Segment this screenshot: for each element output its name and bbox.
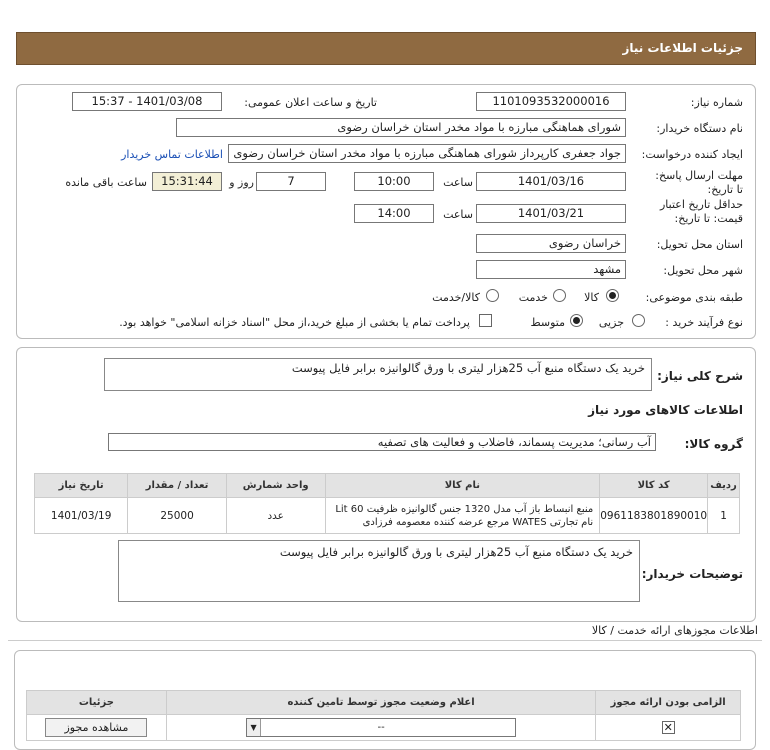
buyer-contact-link[interactable]: اطلاعات تماس خریدار (121, 148, 223, 161)
deadline-time-label: ساعت (443, 176, 473, 189)
goods-section-title: اطلاعات کالاهای مورد نیاز (588, 403, 743, 417)
category-both-radio[interactable] (486, 289, 499, 302)
page-title: جزئیات اطلاعات نیاز (622, 41, 743, 55)
payment-note: پرداخت تمام یا بخشی از مبلغ خرید،از محل "اسناد خزانه اسلامی" خواهد بود. (119, 316, 470, 329)
col-date: تاریخ نیاز (35, 474, 128, 498)
table-row (35, 498, 740, 534)
license-status-select[interactable] (246, 718, 516, 737)
days-field: 7 (256, 172, 326, 191)
col-name: نام کالا (325, 474, 600, 498)
lic-status-cell (166, 715, 596, 741)
row-name-line1: منبع انبساط باز آب مدل 1320 جنس گالوانیزه ظرفیت Lit 60 (335, 503, 594, 515)
category-service-label: خدمت (518, 291, 548, 304)
row-qty: 25000 (128, 498, 227, 534)
license-required-checkbox[interactable]: ✕ (663, 721, 673, 734)
row-date: 1401/03/19 (35, 498, 128, 534)
validity-label: حداقل تاریخ اعتبار قیمت: تا تاریخ: (659, 198, 743, 225)
validity-date-field: 1401/03/21 (476, 204, 626, 223)
col-unit: واحد شمارش (226, 474, 325, 498)
process-label: نوع فرآیند خرید : (665, 316, 743, 329)
table-row (27, 715, 741, 741)
creator-field: جواد جعفری کارپرداز شورای هماهنگی مبارزه با مواد مخدر استان خراسان رضوی (228, 144, 626, 163)
remaining-time-field: 15:31:44 (152, 172, 222, 191)
row-name-line2: نام تجارتی WATES مرجع عرضه کننده معصومه فرزادی (362, 516, 594, 528)
row-unit: عدد (226, 498, 325, 534)
license-section-title: اطلاعات مجوزهای ارائه خدمت / کالا (591, 624, 758, 637)
col-index: ردیف (708, 474, 740, 498)
lic-required-cell (596, 715, 741, 741)
process-minor-radio[interactable] (632, 314, 645, 327)
province-label: استان محل تحویل: (656, 238, 743, 251)
col-code: کد کالا (600, 474, 708, 498)
page-header (16, 32, 756, 65)
treasury-payment-checkbox[interactable] (479, 314, 492, 327)
process-minor-label: جزیی (598, 316, 624, 329)
days-label: روز و (229, 176, 254, 189)
province-field: خراسان رضوی (476, 234, 626, 253)
buyer-desc-label: توضیحات خریدار: (641, 567, 743, 581)
lic-col-details: جزئیات (27, 691, 167, 715)
col-qty: تعداد / مقدار (128, 474, 227, 498)
lic-col-required: الزامی بودن ارائه مجوز (596, 691, 741, 715)
need-number-label: شماره نیاز: (690, 96, 743, 109)
buyer-label: نام دستگاه خریدار: (656, 122, 743, 135)
license-status-value: -- (377, 722, 385, 733)
row-index: 1 (708, 498, 740, 534)
process-medium-label: متوسط (530, 316, 565, 329)
need-number-field: 1101093532000016 (476, 92, 626, 111)
city-label: شهر محل تحویل: (663, 264, 743, 277)
category-goods-radio[interactable] (606, 289, 619, 302)
creator-label: ایجاد کننده درخواست: (641, 148, 743, 161)
goods-table (34, 473, 740, 534)
lic-details-cell (27, 715, 167, 741)
category-both-label: کالا/خدمت (432, 291, 480, 304)
summary-text: خرید یک دستگاه منبع آب 25هزار لیتری با ورق گالوانیزه برابر فایل پیوست (104, 358, 652, 391)
city-field: مشهد (476, 260, 626, 279)
chevron-down-icon: ▼ (247, 719, 261, 736)
deadline-time-field: 10:00 (354, 172, 434, 191)
buyer-desc-text: خرید یک دستگاه منبع آب 25هزار لیتری با ورق گالوانیزه برابر فایل پیوست (118, 540, 640, 602)
deadline-date-field: 1401/03/16 (476, 172, 626, 191)
remaining-label: ساعت باقی مانده (65, 176, 147, 189)
validity-time-label: ساعت (443, 208, 473, 221)
goods-group-label: گروه کالا: (684, 437, 743, 451)
announce-field: 1401/03/08 - 15:37 (72, 92, 222, 111)
license-divider (8, 640, 762, 641)
goods-group-field: آب رسانی؛ مدیریت پسماند، فاضلاب و فعالیت های تصفیه (108, 433, 656, 451)
lic-col-status: اعلام وضعیت مجوز توسط تامین کننده (166, 691, 596, 715)
license-table (26, 690, 741, 741)
validity-time-field: 14:00 (354, 204, 434, 223)
process-medium-radio[interactable] (570, 314, 583, 327)
announce-label: تاریخ و ساعت اعلان عمومی: (244, 96, 377, 109)
category-service-radio[interactable] (553, 289, 566, 302)
row-code: 0961183801890010 (600, 498, 708, 534)
category-label: طبقه بندی موضوعی: (645, 291, 743, 304)
category-goods-label: کالا (584, 291, 599, 304)
buyer-field: شورای هماهنگی مبارزه با مواد مخدر استان خراسان رضوی (176, 118, 626, 137)
deadline-label: مهلت ارسال پاسخ: تا تاریخ: (655, 169, 743, 196)
row-name (325, 498, 600, 534)
summary-label: شرح کلی نیاز: (657, 369, 743, 383)
view-license-button[interactable]: مشاهده مجوز (45, 718, 147, 737)
